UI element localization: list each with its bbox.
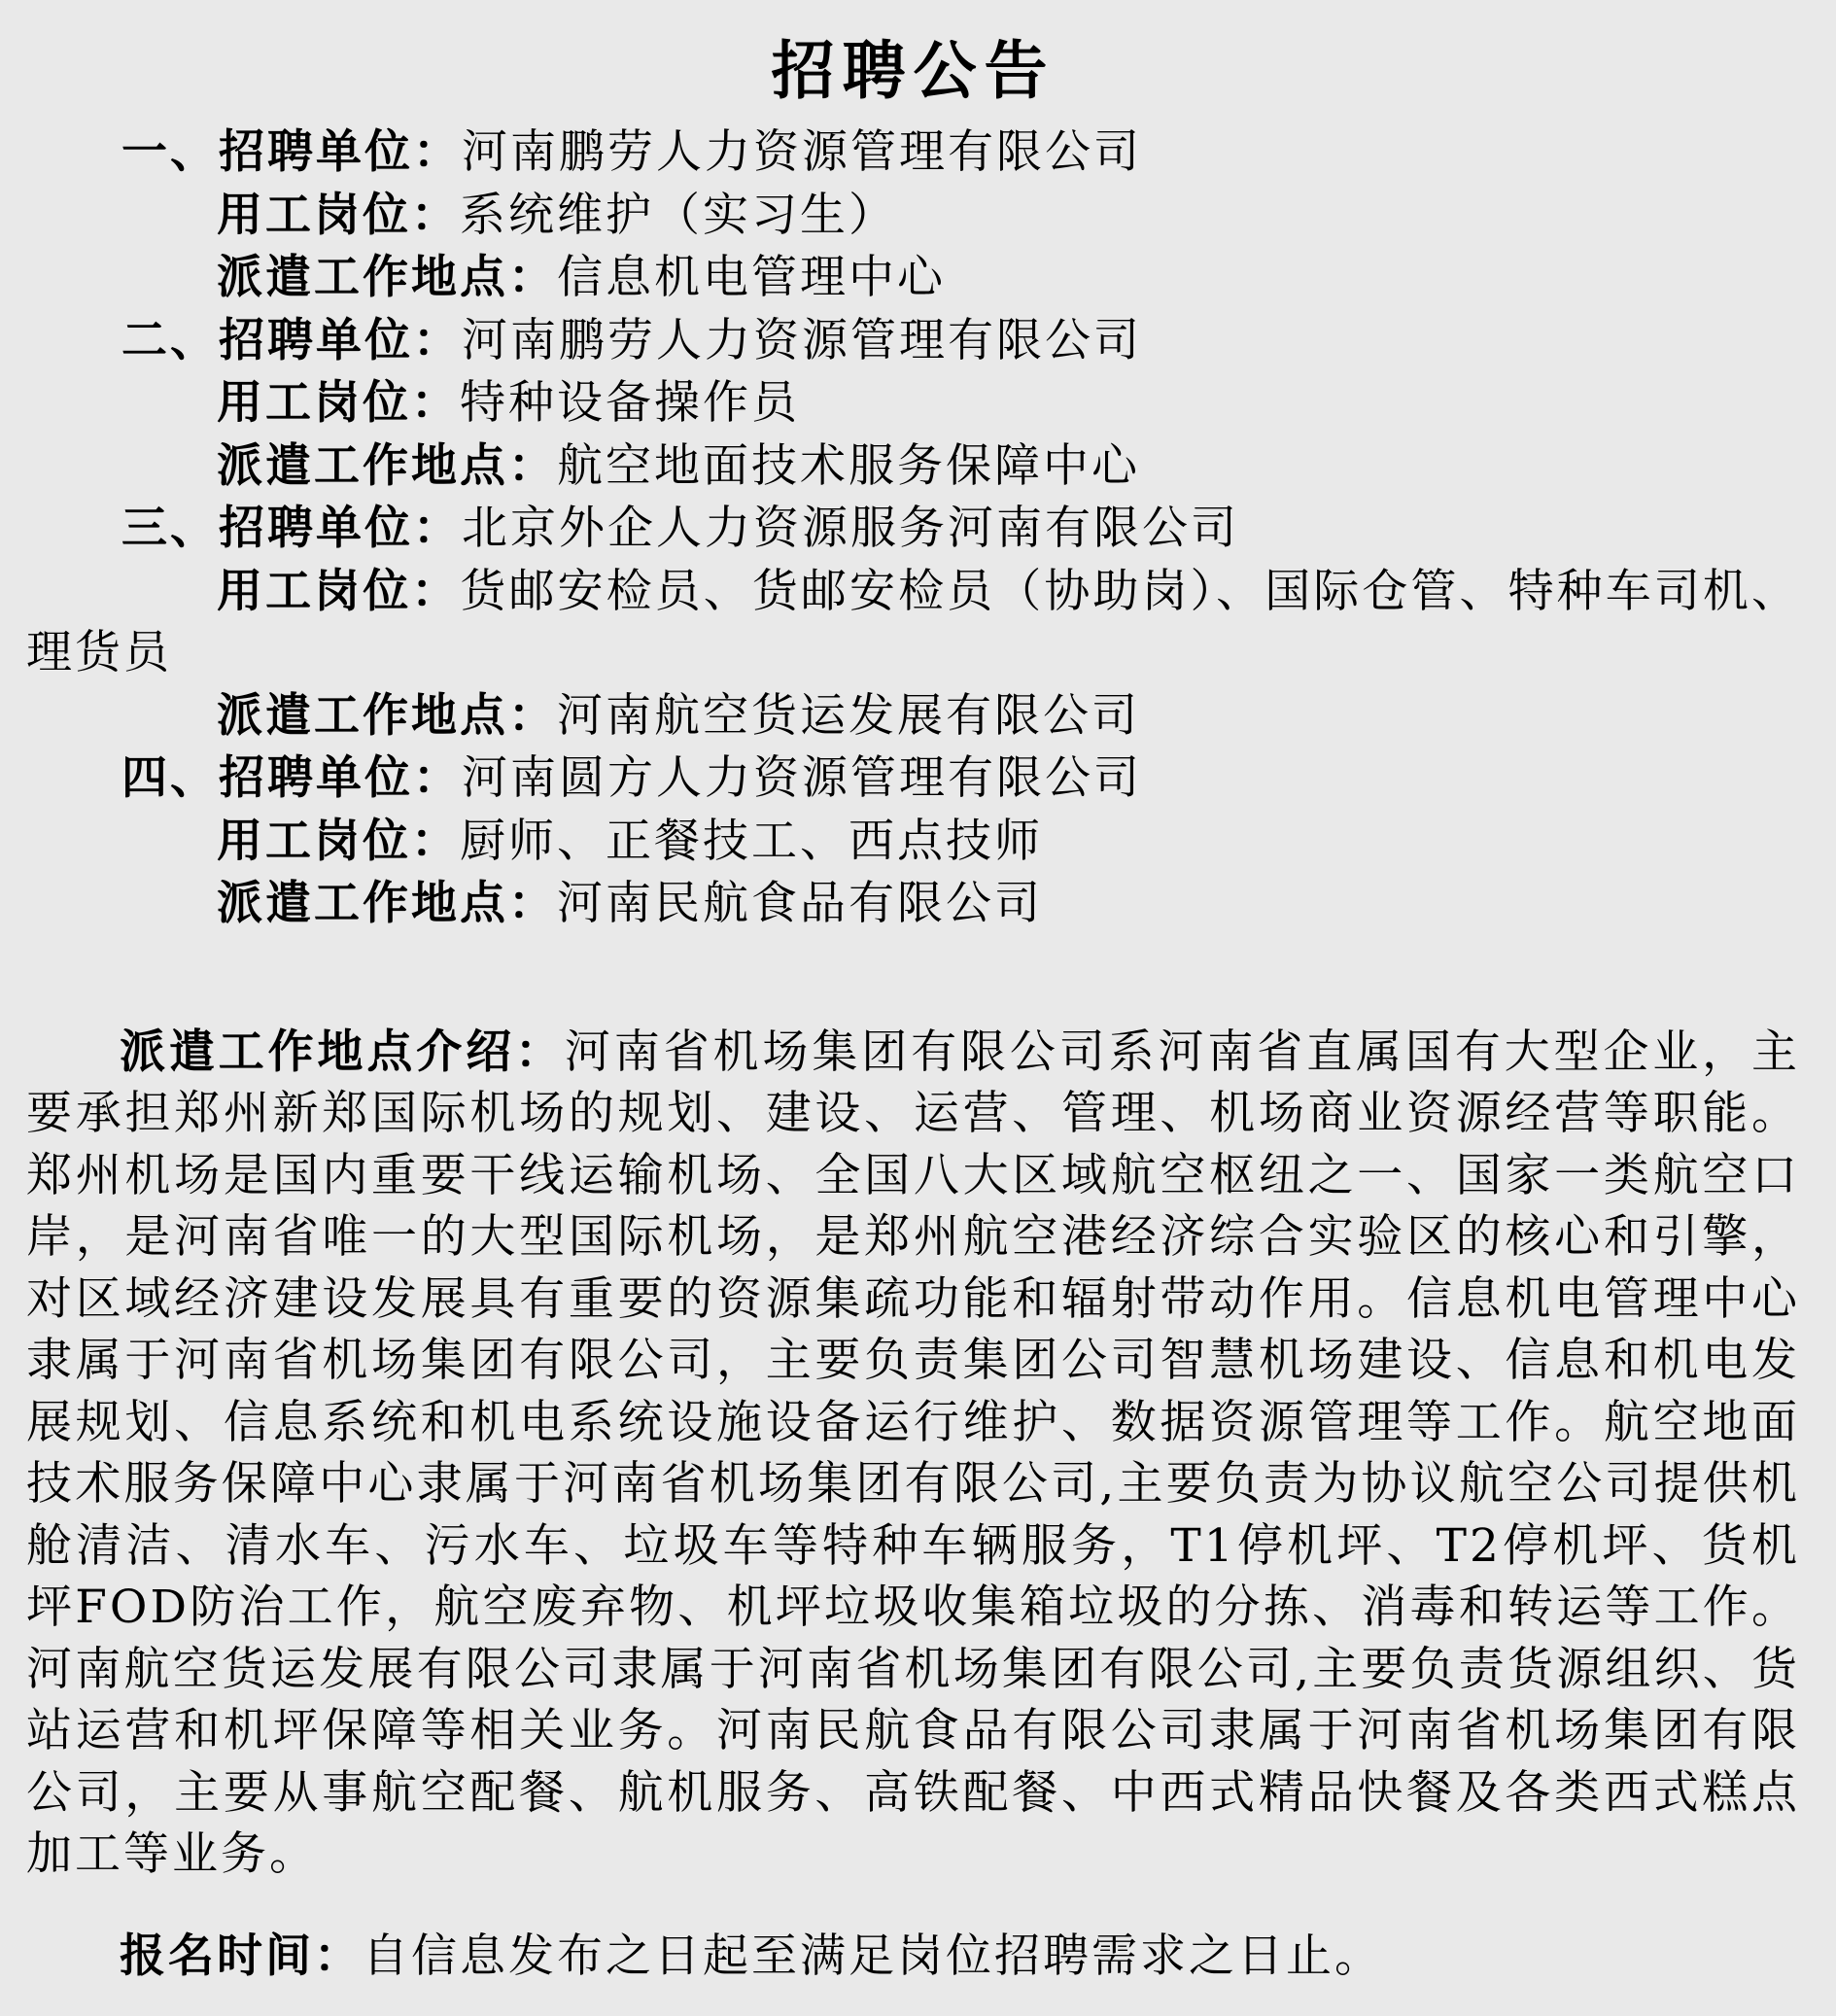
post-label: 用工岗位： <box>217 564 461 616</box>
post-line <box>26 371 1800 434</box>
post-label: 用工岗位： <box>217 188 460 240</box>
location-label: 派遣工作地点： <box>217 688 557 741</box>
location-value: 航空地面技术服务保障中心 <box>557 438 1140 493</box>
intro-paragraph <box>26 1021 1800 1886</box>
unit-value: 河南圆方人力资源管理有限公司 <box>462 751 1142 805</box>
recruitment-item <box>26 121 1800 309</box>
intro-label: 派遣工作地点介绍： <box>120 1025 565 1077</box>
location-label: 派遣工作地点： <box>217 251 557 302</box>
unit-line <box>26 309 1800 372</box>
item-number: 三、 <box>121 502 219 553</box>
item-number: 一、 <box>121 125 219 177</box>
item-number: 二、 <box>121 313 219 365</box>
recruitment-item <box>26 309 1800 498</box>
unit-label: 招聘单位： <box>219 751 462 803</box>
location-label: 派遣工作地点： <box>217 438 557 491</box>
recruitment-item <box>26 497 1800 747</box>
item-number: 四、 <box>121 751 219 803</box>
post-line <box>26 560 1800 684</box>
recruitment-list <box>26 121 1800 935</box>
post-value: 系统维护（实习生） <box>460 188 897 242</box>
location-value: 河南航空货运发展有限公司 <box>557 688 1140 743</box>
intro-text: 河南省机场集团有限公司系河南省直属国有大型企业，主要承担郑州新郑国际机场的规划、建设、运营、管理、机场商业资源经营等职能。郑州机场是国内重要干线运输机场、全国八大区域航空枢纽之一、国家一类航空口岸，是河南省唯一的大型国际机场，是郑州航空港经济综合实验区的核心和引擎，对区域经济建设发展具有重要的资源集疏功能和辐射带动作用。信息机电管理中心隶属于河南省机场集团有限公司，主要负责集团公司智慧机场建设、信息和机电发展规划、信息系统和机电系统设施设备运行维护、数据资源管理等工作。航空地面技术服务保障中心隶属于河南省机场集团有限公司,主要负责为协议航空公司提供机舱清洁、清水车、污水车、垃圾车等特种车辆服务，T1停机坪、T2停机坪、货机坪FOD防治工作，航空废弃物、机坪垃圾收集箱垃圾的分拣、消毒和转运等工作。河南航空货运发展有限公司隶属于河南省机场集团有限公司,主要负责货源组织、货站运营和机坪保障等相关业务。河南民航食品有限公司隶属于河南省机场集团有限公司，主要从事航空配餐、航机服务、高铁配餐、中西式精品快餐及各类西式糕点加工等业务。 <box>26 1025 1801 1881</box>
unit-label: 招聘单位： <box>219 125 462 177</box>
location-line <box>26 434 1800 498</box>
unit-line <box>26 121 1800 184</box>
signup-time-paragraph <box>26 1925 1800 1988</box>
location-value: 信息机电管理中心 <box>557 251 946 304</box>
post-value: 厨师、正餐技工、西点技师 <box>460 814 1043 868</box>
unit-value: 北京外企人力资源服务河南有限公司 <box>462 502 1239 555</box>
signup-time-text: 自信息发布之日起至满足岗位招聘需求之日止。 <box>363 1929 1383 1983</box>
page-title: 招聘公告 <box>771 34 1056 108</box>
unit-label: 招聘单位： <box>219 313 462 365</box>
post-value: 特种设备操作员 <box>460 376 800 430</box>
location-line <box>26 872 1800 935</box>
unit-line <box>26 747 1800 810</box>
unit-line <box>26 497 1800 560</box>
unit-value: 河南鹏劳人力资源管理有限公司 <box>462 125 1142 179</box>
post-label: 用工岗位： <box>217 376 460 428</box>
post-value: 货邮安检员、货邮安检员（协助岗）、国际仓管、特种车司机、理货员 <box>26 564 1800 679</box>
location-line <box>26 246 1800 309</box>
recruitment-item <box>26 747 1800 935</box>
location-value: 河南民航食品有限公司 <box>557 877 1043 930</box>
signup-time-label: 报名时间： <box>120 1929 363 1981</box>
unit-label: 招聘单位： <box>219 502 462 553</box>
location-line <box>26 684 1800 747</box>
unit-value: 河南鹏劳人力资源管理有限公司 <box>462 313 1142 367</box>
post-line <box>26 184 1800 247</box>
post-line <box>26 810 1800 873</box>
post-label: 用工岗位： <box>217 814 460 866</box>
location-label: 派遣工作地点： <box>217 877 557 928</box>
